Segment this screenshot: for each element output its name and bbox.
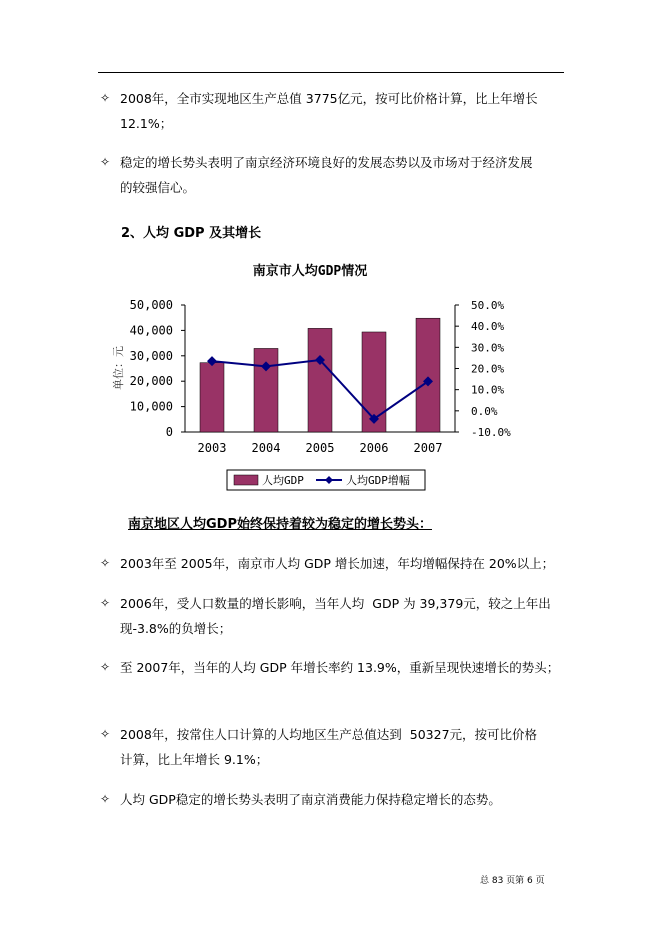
x-tick-label: 2005	[305, 441, 335, 455]
gdp-bar	[200, 363, 224, 432]
right-tick-label: 20.0%	[471, 362, 505, 376]
left-tick-label: 20,000	[129, 374, 173, 389]
left-tick-label: 50,000	[129, 298, 173, 312]
left-tick-label: 0	[165, 425, 173, 439]
section-heading: 2、人均 GDP 及其增长	[121, 226, 262, 241]
legend-swatch-bar	[234, 475, 258, 485]
paragraph-text: 2008年，全市实现地区生产总值 3775亿元，按可比价格计算，比上年增长 12.1%；	[120, 91, 538, 131]
right-tick-label: 0.0%	[471, 404, 498, 418]
legend-label-bar: 人均GDP	[262, 474, 304, 487]
x-tick-label: 2004	[251, 441, 281, 455]
diamond-bullet-icon: ✧	[100, 155, 111, 169]
gdp-bar	[254, 348, 278, 432]
paragraph-text: 2006年，受人口数量的增长影响，当年人均 GDP 为 39,379元，较之上年出 现-3.8%的负增长；	[120, 596, 551, 636]
paragraph-text: 稳定的增长势头表明了南京经济环境良好的发展态势以及市场对于经济发展 的较强信心。	[120, 155, 533, 195]
paragraph-text: 2008年，按常住人口计算的人均地区生产总值达到 50327元，按可比价格 计算，比上年增长 9.1%；	[120, 727, 538, 767]
right-tick-label: 10.0%	[471, 383, 505, 397]
right-tick-label: 30.0%	[471, 341, 505, 355]
bullet-paragraph	[100, 722, 570, 772]
gdp-bar	[308, 328, 332, 432]
right-tick-label: -10.0%	[471, 426, 511, 439]
x-tick-label: 2007	[413, 441, 443, 455]
diamond-bullet-icon: ✧	[100, 556, 111, 570]
diamond-bullet-icon: ✧	[100, 792, 111, 806]
paragraph-text: 人均 GDP稳定的增长势头表明了南京消费能力保持稳定增长的态势。	[120, 792, 501, 807]
paragraph-text: 2003年至 2005年，南京市人均 GDP 增长加速，年均增幅保持在 20%以上；	[120, 556, 555, 571]
left-tick-label: 40,000	[129, 323, 173, 338]
legend-label-line: 人均GDP增幅	[346, 474, 410, 487]
bullet-paragraph	[100, 551, 570, 576]
bullet-paragraph	[100, 787, 570, 812]
right-tick-label: 50.0%	[471, 299, 505, 312]
paragraph-text: 至 2007年，当年的人均 GDP 年增长率约 13.9%，重新呈现快速增长的势头；	[120, 660, 560, 675]
x-tick-label: 2003	[197, 441, 227, 455]
diamond-bullet-icon: ✧	[100, 596, 111, 610]
x-tick-label: 2006	[359, 441, 389, 455]
diamond-bullet-icon: ✧	[100, 91, 111, 105]
bullet-paragraph	[100, 655, 570, 680]
diamond-bullet-icon: ✧	[100, 727, 111, 741]
bullet-paragraph	[100, 591, 570, 641]
subheading: 南京地区人均GDP始终保持着较为稳定的增长势头：	[128, 517, 432, 532]
left-tick-label: 10,000	[129, 399, 173, 414]
right-tick-label: 40.0%	[471, 320, 505, 334]
gdp-bar	[416, 318, 440, 432]
y-axis-label: 单位：元	[112, 346, 125, 390]
diamond-bullet-icon: ✧	[100, 660, 111, 674]
page-footer: 总 83 页第 6 页	[480, 876, 545, 886]
chart-title: 南京市人均GDP情况	[252, 264, 368, 279]
left-tick-label: 30,000	[129, 348, 173, 363]
